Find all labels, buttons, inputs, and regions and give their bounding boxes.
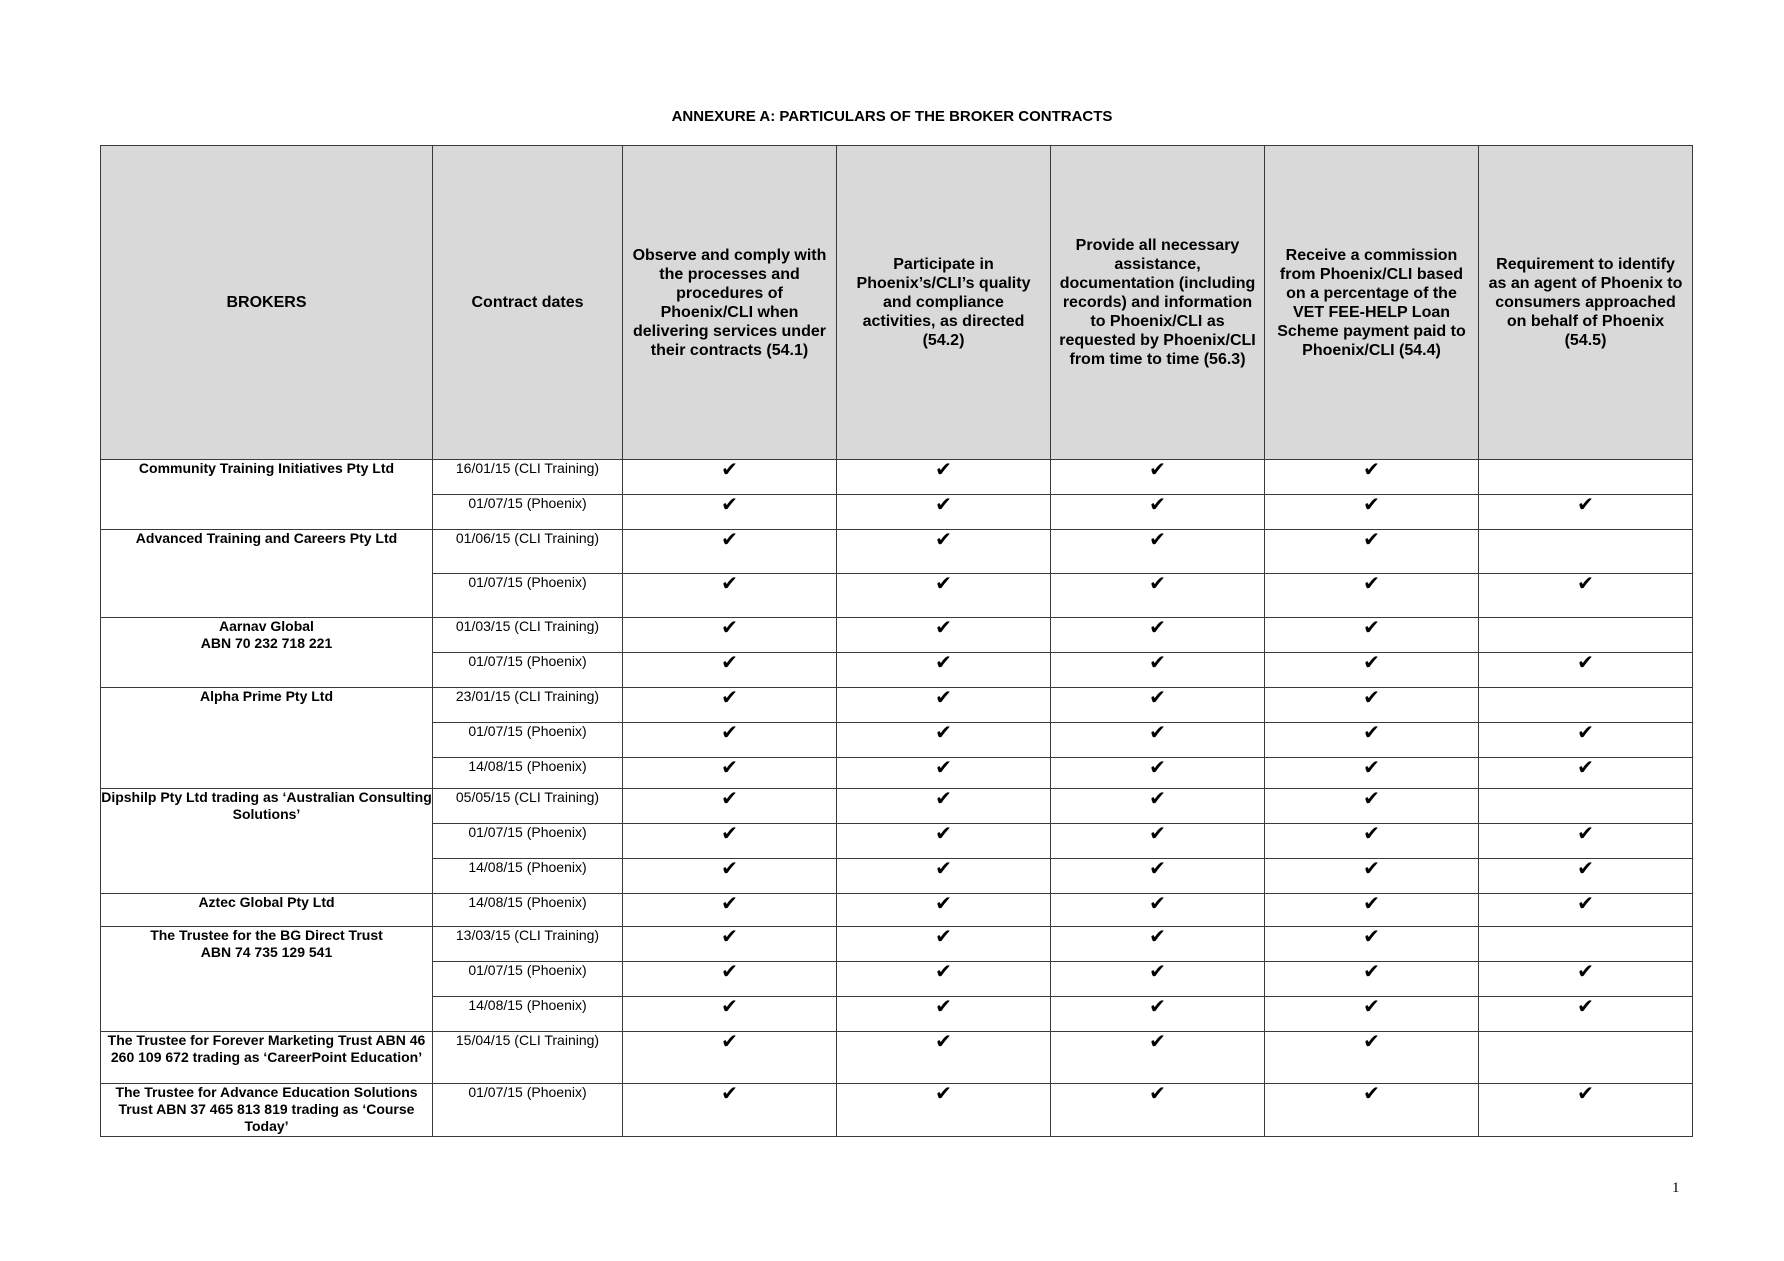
- table-row: [101, 1032, 1693, 1084]
- contract-date: 01/07/15 (Phoenix): [433, 962, 623, 997]
- cell-participate-quality: [837, 789, 1051, 824]
- header-contract-dates: Contract dates: [433, 146, 623, 460]
- checkmark-icon: ✔: [1577, 722, 1594, 744]
- checkmark-icon: ✔: [1363, 1031, 1380, 1053]
- checkmark-icon: ✔: [721, 687, 738, 709]
- broker-contracts-table: [100, 145, 1693, 1137]
- cell-identify-agent: [1479, 460, 1693, 495]
- cell-provide-assistance: [1051, 997, 1265, 1032]
- cell-observe-comply: [623, 962, 837, 997]
- cell-provide-assistance: [1051, 460, 1265, 495]
- checkmark-icon: ✔: [935, 757, 952, 779]
- cell-provide-assistance: [1051, 824, 1265, 859]
- contract-date: 14/08/15 (Phoenix): [433, 894, 623, 927]
- checkmark-icon: ✔: [721, 652, 738, 674]
- cell-identify-agent: [1479, 574, 1693, 618]
- contract-date: 01/03/15 (CLI Training): [433, 618, 623, 653]
- table-row: [101, 618, 1693, 653]
- checkmark-icon: ✔: [935, 1031, 952, 1053]
- cell-participate-quality: [837, 927, 1051, 962]
- cell-participate-quality: [837, 495, 1051, 530]
- cell-participate-quality: [837, 723, 1051, 758]
- checkmark-icon: ✔: [1363, 687, 1380, 709]
- cell-identify-agent: [1479, 688, 1693, 723]
- checkmark-icon: ✔: [1149, 757, 1166, 779]
- checkmark-icon: ✔: [935, 459, 952, 481]
- cell-observe-comply: [623, 789, 837, 824]
- header-observe-comply: Observe and comply with the processes and procedures of Phoenix/CLI when delivering services under their contracts (54.1): [623, 146, 837, 460]
- checkmark-icon: ✔: [721, 1083, 738, 1105]
- contract-date: 01/07/15 (Phoenix): [433, 653, 623, 688]
- checkmark-icon: ✔: [1577, 823, 1594, 845]
- checkmark-icon: ✔: [1149, 573, 1166, 595]
- cell-provide-assistance: [1051, 1084, 1265, 1137]
- checkmark-icon: ✔: [1577, 996, 1594, 1018]
- checkmark-icon: ✔: [1363, 788, 1380, 810]
- broker-name: Aarnav Global ABN 70 232 718 221: [101, 618, 433, 688]
- cell-identify-agent: [1479, 723, 1693, 758]
- header-participate-quality: Participate in Phoenix’s/CLI’s quality and compliance activities, as directed (54.2): [837, 146, 1051, 460]
- checkmark-icon: ✔: [935, 788, 952, 810]
- header-provide-assistance: Provide all necessary assistance, documentation (including records) and information to Phoenix/CLI as requested by Phoenix/CLI from time to time (56.3): [1051, 146, 1265, 460]
- cell-provide-assistance: [1051, 859, 1265, 894]
- checkmark-icon: ✔: [1149, 1031, 1166, 1053]
- cell-observe-comply: [623, 894, 837, 927]
- table-row: [101, 688, 1693, 723]
- checkmark-icon: ✔: [935, 652, 952, 674]
- broker-name: Community Training Initiatives Pty Ltd: [101, 460, 433, 530]
- cell-receive-commission: [1265, 927, 1479, 962]
- cell-observe-comply: [623, 688, 837, 723]
- table-row: [101, 1084, 1693, 1137]
- checkmark-icon: ✔: [721, 459, 738, 481]
- cell-identify-agent: [1479, 1032, 1693, 1084]
- broker-name: Advanced Training and Careers Pty Ltd: [101, 530, 433, 618]
- checkmark-icon: ✔: [935, 961, 952, 983]
- checkmark-icon: ✔: [1363, 996, 1380, 1018]
- cell-receive-commission: [1265, 618, 1479, 653]
- header-identify-agent: Requirement to identify as an agent of Phoenix to consumers approached on behalf of Phoenix (54.5): [1479, 146, 1693, 460]
- checkmark-icon: ✔: [721, 617, 738, 639]
- checkmark-icon: ✔: [1363, 722, 1380, 744]
- cell-identify-agent: [1479, 894, 1693, 927]
- cell-identify-agent: [1479, 758, 1693, 789]
- checkmark-icon: ✔: [935, 617, 952, 639]
- contract-date: 01/07/15 (Phoenix): [433, 1084, 623, 1137]
- checkmark-icon: ✔: [1149, 617, 1166, 639]
- cell-observe-comply: [623, 997, 837, 1032]
- checkmark-icon: ✔: [1363, 1083, 1380, 1105]
- cell-participate-quality: [837, 530, 1051, 574]
- broker-name: The Trustee for Advance Education Solutions Trust ABN 37 465 813 819 trading as ‘Course Today’: [101, 1084, 433, 1137]
- checkmark-icon: ✔: [935, 1083, 952, 1105]
- checkmark-icon: ✔: [1577, 652, 1594, 674]
- cell-receive-commission: [1265, 962, 1479, 997]
- page-number: 1: [1672, 1180, 1680, 1196]
- checkmark-icon: ✔: [935, 996, 952, 1018]
- checkmark-icon: ✔: [1577, 1083, 1594, 1105]
- cell-receive-commission: [1265, 997, 1479, 1032]
- cell-participate-quality: [837, 574, 1051, 618]
- cell-receive-commission: [1265, 824, 1479, 859]
- cell-provide-assistance: [1051, 495, 1265, 530]
- checkmark-icon: ✔: [1577, 858, 1594, 880]
- checkmark-icon: ✔: [1363, 757, 1380, 779]
- table-row: [101, 460, 1693, 495]
- cell-observe-comply: [623, 1084, 837, 1137]
- cell-identify-agent: [1479, 997, 1693, 1032]
- cell-provide-assistance: [1051, 789, 1265, 824]
- cell-participate-quality: [837, 824, 1051, 859]
- checkmark-icon: ✔: [1577, 494, 1594, 516]
- contract-date: 13/03/15 (CLI Training): [433, 927, 623, 962]
- broker-name: Dipshilp Pty Ltd trading as ‘Australian Consulting Solutions’: [101, 789, 433, 894]
- checkmark-icon: ✔: [1363, 617, 1380, 639]
- checkmark-icon: ✔: [721, 858, 738, 880]
- broker-name: Aztec Global Pty Ltd: [101, 894, 433, 927]
- table-body: [101, 460, 1693, 1137]
- checkmark-icon: ✔: [1577, 573, 1594, 595]
- cell-provide-assistance: [1051, 723, 1265, 758]
- checkmark-icon: ✔: [1149, 961, 1166, 983]
- checkmark-icon: ✔: [1149, 926, 1166, 948]
- cell-identify-agent: [1479, 962, 1693, 997]
- checkmark-icon: ✔: [1149, 529, 1166, 551]
- contract-date: 01/07/15 (Phoenix): [433, 723, 623, 758]
- checkmark-icon: ✔: [935, 858, 952, 880]
- cell-receive-commission: [1265, 1032, 1479, 1084]
- cell-provide-assistance: [1051, 962, 1265, 997]
- cell-provide-assistance: [1051, 530, 1265, 574]
- cell-receive-commission: [1265, 495, 1479, 530]
- table-row: [101, 530, 1693, 574]
- checkmark-icon: ✔: [935, 687, 952, 709]
- header-row: [101, 146, 1693, 460]
- checkmark-icon: ✔: [935, 573, 952, 595]
- cell-receive-commission: [1265, 723, 1479, 758]
- cell-observe-comply: [623, 530, 837, 574]
- cell-identify-agent: [1479, 789, 1693, 824]
- cell-observe-comply: [623, 723, 837, 758]
- checkmark-icon: ✔: [1149, 1083, 1166, 1105]
- checkmark-icon: ✔: [1363, 573, 1380, 595]
- cell-provide-assistance: [1051, 688, 1265, 723]
- checkmark-icon: ✔: [1149, 893, 1166, 915]
- cell-participate-quality: [837, 758, 1051, 789]
- contract-date: 14/08/15 (Phoenix): [433, 758, 623, 789]
- checkmark-icon: ✔: [1363, 529, 1380, 551]
- checkmark-icon: ✔: [1149, 996, 1166, 1018]
- checkmark-icon: ✔: [1149, 687, 1166, 709]
- cell-provide-assistance: [1051, 1032, 1265, 1084]
- cell-identify-agent: [1479, 495, 1693, 530]
- cell-participate-quality: [837, 1084, 1051, 1137]
- checkmark-icon: ✔: [935, 494, 952, 516]
- cell-observe-comply: [623, 653, 837, 688]
- checkmark-icon: ✔: [721, 1031, 738, 1053]
- checkmark-icon: ✔: [1149, 823, 1166, 845]
- checkmark-icon: ✔: [1363, 494, 1380, 516]
- page-title: ANNEXURE A: PARTICULARS OF THE BROKER CONTRACTS: [671, 108, 1113, 125]
- checkmark-icon: ✔: [721, 996, 738, 1018]
- contract-date: 16/01/15 (CLI Training): [433, 460, 623, 495]
- cell-identify-agent: [1479, 859, 1693, 894]
- cell-observe-comply: [623, 460, 837, 495]
- checkmark-icon: ✔: [935, 893, 952, 915]
- checkmark-icon: ✔: [1363, 652, 1380, 674]
- checkmark-icon: ✔: [1577, 893, 1594, 915]
- cell-identify-agent: [1479, 530, 1693, 574]
- checkmark-icon: ✔: [1577, 757, 1594, 779]
- checkmark-icon: ✔: [1363, 459, 1380, 481]
- cell-receive-commission: [1265, 1084, 1479, 1137]
- cell-provide-assistance: [1051, 927, 1265, 962]
- checkmark-icon: ✔: [721, 926, 738, 948]
- header-receive-commission: Receive a commission from Phoenix/CLI based on a percentage of the VET FEE-HELP Loan Scheme payment paid to Phoenix/CLI (54.4): [1265, 146, 1479, 460]
- checkmark-icon: ✔: [1149, 652, 1166, 674]
- checkmark-icon: ✔: [1363, 926, 1380, 948]
- cell-participate-quality: [837, 962, 1051, 997]
- cell-observe-comply: [623, 758, 837, 789]
- cell-observe-comply: [623, 618, 837, 653]
- checkmark-icon: ✔: [721, 961, 738, 983]
- cell-observe-comply: [623, 859, 837, 894]
- cell-participate-quality: [837, 859, 1051, 894]
- table-row: [101, 894, 1693, 927]
- cell-identify-agent: [1479, 618, 1693, 653]
- contract-date: 05/05/15 (CLI Training): [433, 789, 623, 824]
- cell-identify-agent: [1479, 927, 1693, 962]
- checkmark-icon: ✔: [935, 722, 952, 744]
- broker-name: The Trustee for Forever Marketing Trust ABN 46 260 109 672 trading as ‘CareerPoint Education’: [101, 1032, 433, 1084]
- checkmark-icon: ✔: [1149, 722, 1166, 744]
- checkmark-icon: ✔: [1363, 893, 1380, 915]
- checkmark-icon: ✔: [721, 494, 738, 516]
- checkmark-icon: ✔: [1149, 788, 1166, 810]
- table-row: [101, 789, 1693, 824]
- contract-date: 15/04/15 (CLI Training): [433, 1032, 623, 1084]
- checkmark-icon: ✔: [1149, 459, 1166, 481]
- checkmark-icon: ✔: [1363, 961, 1380, 983]
- cell-identify-agent: [1479, 824, 1693, 859]
- cell-receive-commission: [1265, 653, 1479, 688]
- checkmark-icon: ✔: [935, 823, 952, 845]
- checkmark-icon: ✔: [721, 529, 738, 551]
- cell-observe-comply: [623, 1032, 837, 1084]
- cell-receive-commission: [1265, 530, 1479, 574]
- cell-observe-comply: [623, 927, 837, 962]
- checkmark-icon: ✔: [721, 757, 738, 779]
- checkmark-icon: ✔: [1363, 858, 1380, 880]
- contract-date: 01/07/15 (Phoenix): [433, 574, 623, 618]
- cell-participate-quality: [837, 1032, 1051, 1084]
- cell-participate-quality: [837, 618, 1051, 653]
- checkmark-icon: ✔: [721, 788, 738, 810]
- table-row: [101, 927, 1693, 962]
- cell-provide-assistance: [1051, 894, 1265, 927]
- cell-participate-quality: [837, 688, 1051, 723]
- contract-date: 01/06/15 (CLI Training): [433, 530, 623, 574]
- checkmark-icon: ✔: [1577, 961, 1594, 983]
- checkmark-icon: ✔: [721, 893, 738, 915]
- cell-identify-agent: [1479, 1084, 1693, 1137]
- checkmark-icon: ✔: [1363, 823, 1380, 845]
- checkmark-icon: ✔: [935, 529, 952, 551]
- contract-date: 01/07/15 (Phoenix): [433, 495, 623, 530]
- cell-provide-assistance: [1051, 618, 1265, 653]
- cell-receive-commission: [1265, 789, 1479, 824]
- cell-provide-assistance: [1051, 653, 1265, 688]
- checkmark-icon: ✔: [721, 722, 738, 744]
- contract-date: 14/08/15 (Phoenix): [433, 997, 623, 1032]
- cell-observe-comply: [623, 574, 837, 618]
- cell-receive-commission: [1265, 859, 1479, 894]
- cell-participate-quality: [837, 460, 1051, 495]
- broker-name: The Trustee for the BG Direct Trust ABN 74 735 129 541: [101, 927, 433, 1032]
- checkmark-icon: ✔: [721, 823, 738, 845]
- cell-receive-commission: [1265, 894, 1479, 927]
- cell-receive-commission: [1265, 758, 1479, 789]
- contract-date: 01/07/15 (Phoenix): [433, 824, 623, 859]
- contract-date: 14/08/15 (Phoenix): [433, 859, 623, 894]
- cell-observe-comply: [623, 824, 837, 859]
- cell-participate-quality: [837, 894, 1051, 927]
- cell-provide-assistance: [1051, 758, 1265, 789]
- cell-provide-assistance: [1051, 574, 1265, 618]
- cell-participate-quality: [837, 997, 1051, 1032]
- checkmark-icon: ✔: [1149, 494, 1166, 516]
- contract-date: 23/01/15 (CLI Training): [433, 688, 623, 723]
- cell-identify-agent: [1479, 653, 1693, 688]
- checkmark-icon: ✔: [935, 926, 952, 948]
- broker-name: Alpha Prime Pty Ltd: [101, 688, 433, 789]
- checkmark-icon: ✔: [1149, 858, 1166, 880]
- checkmark-icon: ✔: [721, 573, 738, 595]
- cell-receive-commission: [1265, 574, 1479, 618]
- header-brokers: BROKERS: [101, 146, 433, 460]
- cell-receive-commission: [1265, 460, 1479, 495]
- cell-observe-comply: [623, 495, 837, 530]
- cell-participate-quality: [837, 653, 1051, 688]
- cell-receive-commission: [1265, 688, 1479, 723]
